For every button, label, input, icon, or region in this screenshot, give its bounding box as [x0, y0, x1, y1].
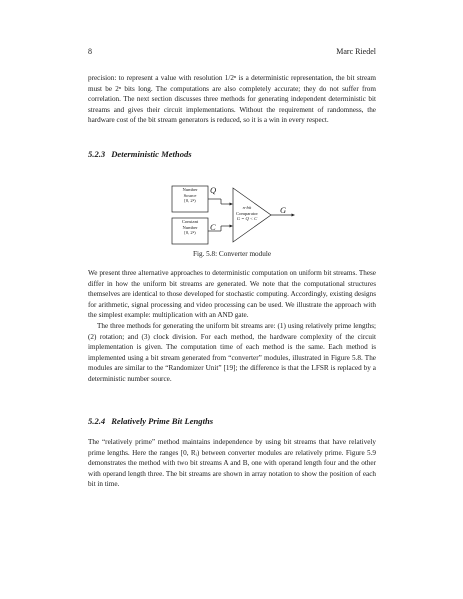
methods-text-1: We present three alternative approaches to deterministic computation on uniform bit streams. These differ in how the uniform bit streams are generated. We note that the computational structures themselves are identical to those developed for stochastic computing. Accordingly, existing designs for arithmetic, signal processing and video processing can be used. We illustrate the approach with the simplest example: multiplication with an AND gate.	[88, 269, 376, 320]
running-header	[88, 47, 376, 59]
prime-text: The “relatively prime” method maintains independence by using bit streams that have relatively prime lengths. Here the ranges [0, Rᵢ) between converter modules are relatively prime. Figure 5.9 demonstrates the method with two bit streams A and B, one with operand length four and the other with operand length three. The bit streams are shown in array notation to show the position of each bit in time.	[88, 438, 376, 489]
figure-converter-module	[165, 180, 315, 250]
section-number: 5.2.3	[88, 149, 106, 159]
section-number: 5.2.4	[88, 416, 106, 426]
section-heading-5-2-4	[88, 416, 213, 426]
q-label: Q	[210, 185, 217, 195]
figure-caption: Fig. 5.8: Converter module	[192, 250, 272, 258]
intro-paragraph	[88, 73, 376, 126]
section-heading-5-2-3	[88, 149, 192, 159]
methods-text-2: The three methods for generating the uniform bit streams are: (1) using relatively prime lengths; (2) rotation; and (3) clock division. For each method, the hardware complexity of the circuit implementation is given. The computation time of each method is the same. Each method is implemented using a bit stream generated from “converter” modules, illustrated in Figure 5.8. The modules are similar to the “Randomizer Unit” [19]; the difference is that the LFSR is replaced by a deterministic number source.	[88, 321, 376, 383]
number-source-label: Number Source [0, 2ⁿ)	[182, 187, 198, 204]
section-title: Relatively Prime Bit Lengths	[111, 416, 214, 426]
intro-text: precision: to represent a value with resolution 1/2ⁿ is a deterministic representation, the bit stream must be 2ⁿ bits long. The computations are also completely accurate; they do not suffer from correlation. The next section discusses three methods for generating independent deterministic bit streams and gives their circuit implementations. Without the requirement of randomness, the hardware cost of the bit stream generators is reduced, so it is a win in every respect.	[88, 74, 376, 125]
page-number: 8	[88, 47, 92, 56]
c-label: C	[210, 222, 216, 232]
comparator-label: n-bit Comparator G = Q < C	[236, 205, 258, 222]
g-label: G	[280, 205, 287, 215]
c-arrowhead	[230, 225, 234, 228]
section-title: Deterministic Methods	[111, 149, 192, 159]
constant-number-label: Constant Number [0, 2ⁿ)	[181, 219, 199, 236]
methods-paragraphs	[88, 268, 376, 385]
g-arrowhead	[292, 214, 296, 217]
prime-paragraph	[88, 437, 376, 490]
running-author: Marc Riedel	[336, 47, 376, 56]
